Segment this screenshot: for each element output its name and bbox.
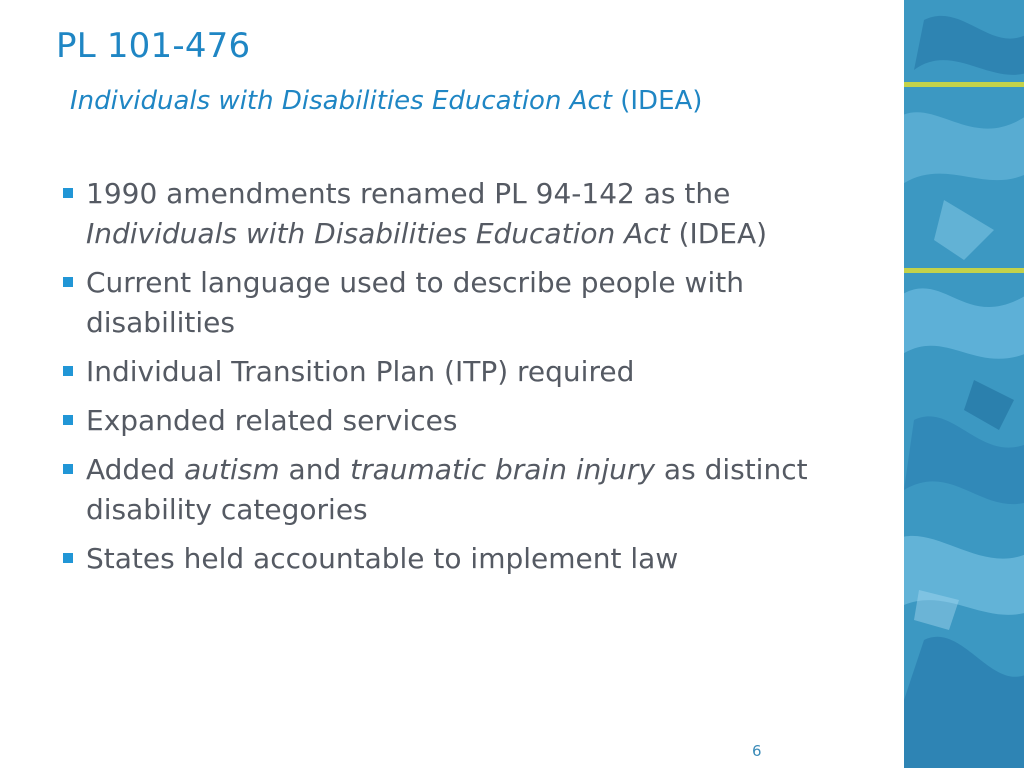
abstract-pattern	[904, 0, 1024, 768]
bullet-text: and	[279, 453, 351, 486]
page-number: 6	[752, 742, 762, 760]
square-bullet-icon	[63, 277, 73, 287]
subtitle-italic: Individuals with Disabilities Education Act	[70, 86, 612, 116]
bullet-text: States held accountable to implement law	[86, 542, 679, 575]
decorative-side-strip	[904, 0, 1024, 768]
accent-rule-top	[904, 82, 1024, 87]
bullet-italic-text: traumatic brain injury	[350, 453, 656, 486]
bullet-text: Expanded related services	[86, 404, 458, 437]
slide-title: PL 101-476	[56, 26, 251, 66]
square-bullet-icon	[63, 553, 73, 563]
bullet-text-tail: as distinct disability categories	[86, 453, 808, 526]
bullet-item	[60, 174, 890, 254]
bullet-item	[60, 450, 890, 530]
bullet-text: Current language used to describe people with disabilities	[86, 266, 744, 339]
bullet-item	[60, 539, 890, 579]
bullet-text: Added	[86, 453, 185, 486]
accent-rule-bottom	[904, 268, 1024, 273]
bullet-list	[60, 174, 890, 588]
bullet-text: Individual Transition Plan (ITP) required	[86, 355, 635, 388]
square-bullet-icon	[63, 366, 73, 376]
bullet-item	[60, 263, 890, 343]
square-bullet-icon	[63, 188, 73, 198]
subtitle-plain: (IDEA)	[611, 86, 703, 116]
bullet-italic-text: Individuals with Disabilities Education Act	[86, 217, 670, 250]
bullet-text-tail: (IDEA)	[669, 217, 768, 250]
square-bullet-icon	[63, 415, 73, 425]
square-bullet-icon	[63, 464, 73, 474]
bullet-text: 1990 amendments renamed PL 94-142 as the	[86, 177, 731, 210]
bullet-item	[60, 352, 890, 392]
bullet-item	[60, 401, 890, 441]
slide-subtitle	[70, 86, 702, 116]
bullet-italic-text: autism	[184, 453, 280, 486]
